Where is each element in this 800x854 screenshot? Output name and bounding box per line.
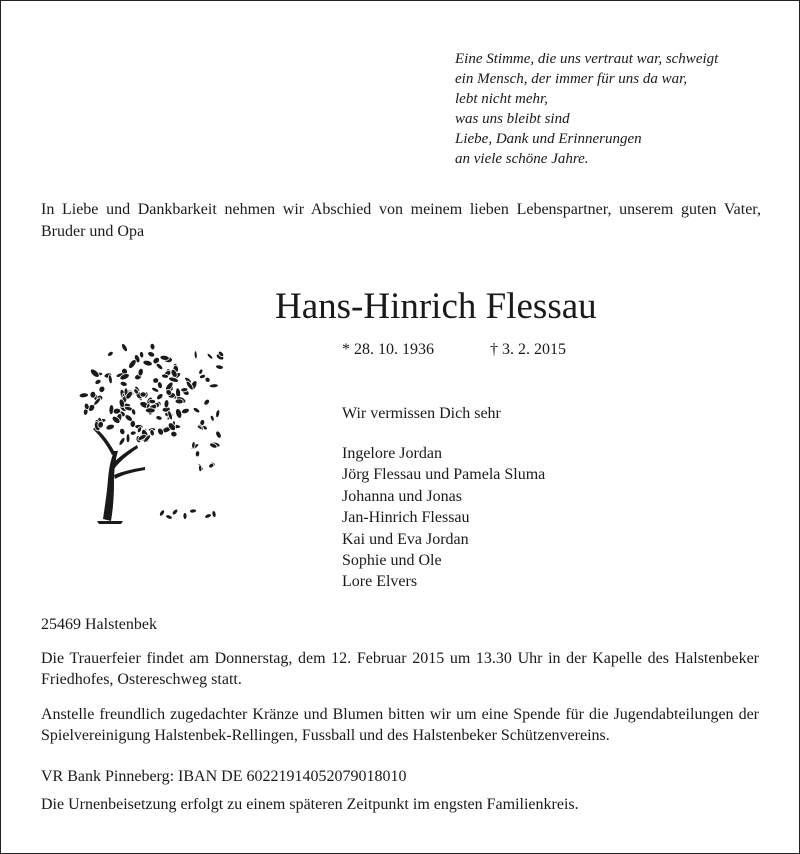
mourner-name: Ingelore Jordan: [342, 445, 442, 462]
funeral-info: Die Trauerfeier findet am Donnerstag, dem 12. Februar 2015 um 13.30 Uhr in der Kapelle des Halstenbeker Friedhofes, Ostereschweg statt.: [41, 650, 759, 688]
miss-line: Wir vermissen Dich sehr: [342, 405, 501, 422]
deceased-name: Hans-Hinrich Flessau: [275, 286, 597, 327]
poem-line: lebt nicht mehr,: [455, 91, 548, 107]
windblown-tree-icon: [67, 333, 237, 533]
memorial-poem: [455, 49, 718, 169]
poem-line: Eine Stimme, die uns vertraut war, schweigt: [455, 51, 719, 67]
death-date: † 3. 2. 2015: [490, 341, 566, 358]
mourner-name: Jörg Flessau und Pamela Sluma: [342, 466, 546, 484]
location: 25469 Halstenbek: [41, 616, 157, 633]
mourner-name: Lore Elvers: [342, 573, 418, 591]
mourner-name: Jan-Hinrich Flessau: [342, 509, 470, 527]
urn-burial-info: Die Urnenbeisetzung erfolgt zu einem späteren Zeitpunkt im engsten Familienkreis.: [41, 796, 579, 813]
poem-line: was uns bleibt sind: [455, 111, 570, 127]
donation-request: Anstelle freundlich zugedachter Kränze und Blumen bitten wir um eine Spende für die Jugendabteilungen der Spielvereinigung Halstenbek-Rellingen, Fussball und des Halstenbeker Schützenvereins.: [41, 706, 759, 744]
poem-line: Liebe, Dank und Erinnerungen: [455, 131, 642, 147]
poem-line: an viele schöne Jahre.: [455, 151, 589, 167]
birth-date: * 28. 10. 1936: [342, 341, 434, 358]
mourner-name: Johanna und Jonas: [342, 487, 462, 505]
mourner-name: Kai und Eva Jordan: [342, 530, 469, 548]
mourner-name: Sophie und Ole: [342, 552, 442, 570]
bank-details: VR Bank Pinneberg: IBAN DE 60221914052079018010: [41, 768, 407, 785]
intro-text: In Liebe und Dankbarkeit nehmen wir Abschied von meinem lieben Lebenspartner, unserem guten Vater, Bruder und Opa: [41, 201, 761, 240]
mourner-list: [342, 443, 545, 593]
poem-line: ein Mensch, der immer für uns da war,: [455, 71, 688, 87]
